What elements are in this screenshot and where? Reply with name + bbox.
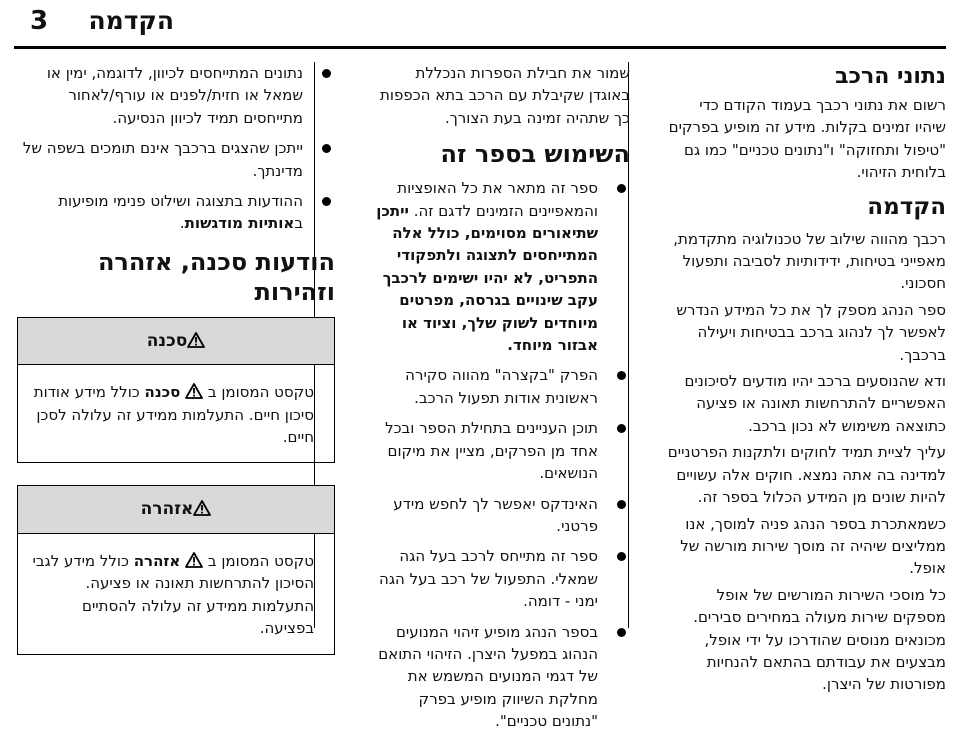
warning-box-body (18, 534, 334, 654)
danger-keyword: סכנה (144, 383, 181, 402)
bullet-text: . (179, 214, 185, 233)
warning-box-title (18, 486, 334, 533)
notes-bullet-list (17, 62, 335, 235)
page-header (0, 0, 960, 48)
list-item: הפרק "בקצרה" מהווה סקירה ראשונית אודות תפעול הרכב. (372, 364, 630, 409)
intro-paragraph: ספר הנהג מספק לך את כל המידע הנדרש לאפשר לך לנהוג ברכב בבטיחות ויעילה ברכבך. (676, 300, 946, 364)
warning-text: טקסט המסומן ב (207, 551, 314, 570)
danger-box-title (18, 318, 334, 365)
warning-text: כולל מידע לגבי הסיכון להתרחשות תאונה או פציעה. התעלמות ממידע זה עלולה להסתיים בפציעה. (32, 551, 314, 638)
manual-storage-paragraph: שמור את חבילת הספרות הנכללת באוגדן שקיבלת עם הרכב בתא הכפפות כך שתהיה זמינה בעת הצורך. (380, 64, 630, 127)
intro-paragraph: ודא שהנוסעים ברכב יהיו מודעים לסיכונים האפשריים להתרחשות תאונה או פציעה כתוצאה משימוש לא נכון ברכב. (684, 372, 946, 435)
warning-triangle-icon (185, 383, 203, 399)
column-right (666, 62, 946, 700)
heading-using-manual: השימוש בספר זה (440, 140, 630, 169)
heading-introduction: הקדמה (867, 193, 946, 220)
column-middle (372, 62, 630, 741)
warning-box (17, 485, 335, 654)
warning-triangle-icon (193, 500, 211, 516)
danger-text: כולל מידע אודות סיכון חיים. התעלמות ממידע זה עלולה לסכן חיים. (33, 383, 314, 447)
usage-bullet-list (372, 177, 630, 732)
header-title: הקדמה (88, 6, 174, 35)
list-item: ספר זה מתייחס לרכב בעל הגה שמאלי. התפעול של רכב בעל הגה ימני - דומה. (372, 545, 630, 612)
intro-paragraph: עליך לציית תמיד לחוקים ולתקנות הפרטניים למדינה בה אתה נמצא. חוקים אלה עשויים להיות שונים מן המידע הכלול בספר זה. (667, 443, 946, 507)
heading-safety-notices: הודעות סכנה, אזהרה וזהירות (97, 247, 335, 306)
danger-title-text: סכנה (146, 330, 188, 351)
warning-keyword: אזהרה (133, 551, 181, 570)
danger-text: טקסט המסומן ב (207, 383, 314, 402)
warning-title-text: אזהרה (140, 499, 194, 520)
intro-paragraph: כל מוסכי השירות המורשים של אופל מספקים שירות מעולה במחירים סבירים. מכונאים מנוסים שהודרכו על ידי אופל, מבצעים את עבודתם בהתאם להנחיות מפורטות של היצרן. (693, 585, 946, 694)
danger-box-body (18, 365, 334, 462)
list-item: בספר הנהג מופיע זיהוי המנועים הנהוג במפעל היצרן. הזיהוי התואם של דגמי המנועים המשמש את מחלקת השיווק מופיע בפרק "נתונים טכניים". (372, 621, 630, 733)
intro-paragraph: רכבך מהווה שילוב של טכנולוגיה מתקדמת, מאפייני בטיחות, ידידותיות לסביבה ותפעול חסכוני. (673, 229, 946, 293)
bullet-bold-text: ייתכן שתיאורים מסוימים, כולל אלה המתייחסים לתצוגה ולתפקודי התפריט, לא יהיו ישימים לרכבך עקב שינויים בגרסה, מפרטים מיוחדים לשוק שלך, וציוד או אבזור מיוחד. (376, 201, 598, 355)
header-rule (14, 46, 946, 49)
bullet-bold-text: אותיות מודגשות (184, 214, 295, 233)
heading-vehicle-data: נתוני הרכב (835, 64, 946, 89)
list-item: האינדקס יאפשר לך לחפש מידע פרטני. (372, 493, 630, 538)
danger-box (17, 317, 335, 464)
warning-triangle-icon (187, 332, 205, 348)
list-item: נתונים המתייחסים לכיוון, לדוגמה, ימין או שמאל או חזית/לפנים או עורף/לאחור מתייחסים תמיד לכיוון הנסיעה. (17, 62, 335, 129)
bullet-text: ספר זה מתאר את כל האופציות והמאפיינים הזמינים לדגם זה. (397, 179, 598, 220)
page-number: 3 (30, 6, 49, 36)
intro-paragraph: כשמאתכרת בספר הנהג פניה למוסך, אנו ממליצים שיהיה זה מוסך שירות מורשה של אופל. (680, 514, 946, 578)
warning-triangle-icon (185, 552, 203, 568)
list-item: תוכן העניינים בתחילת הספר ובכל אחד מן הפרקים, מציין את מיקום הנושאים. (372, 417, 630, 484)
list-item (372, 177, 630, 356)
bullet-text: ההודעות בתצוגה ושילוט פנימי מופיעות ב (58, 192, 303, 233)
vehicle-data-paragraph: רשום את נתוני רכבך בעמוד הקודם כדי שיהיו זמינים בקלות. מידע זה מופיע בפרקים "טיפול ותחזוקה" ו"נתונים טכניים" כמו גם בלוחית הזיהוי. (668, 96, 946, 182)
list-item: ייתכן שהצגים ברכבך אינם תומכים בשפה של מדינתך. (17, 137, 335, 182)
list-item (17, 190, 335, 235)
column-left (17, 62, 335, 677)
